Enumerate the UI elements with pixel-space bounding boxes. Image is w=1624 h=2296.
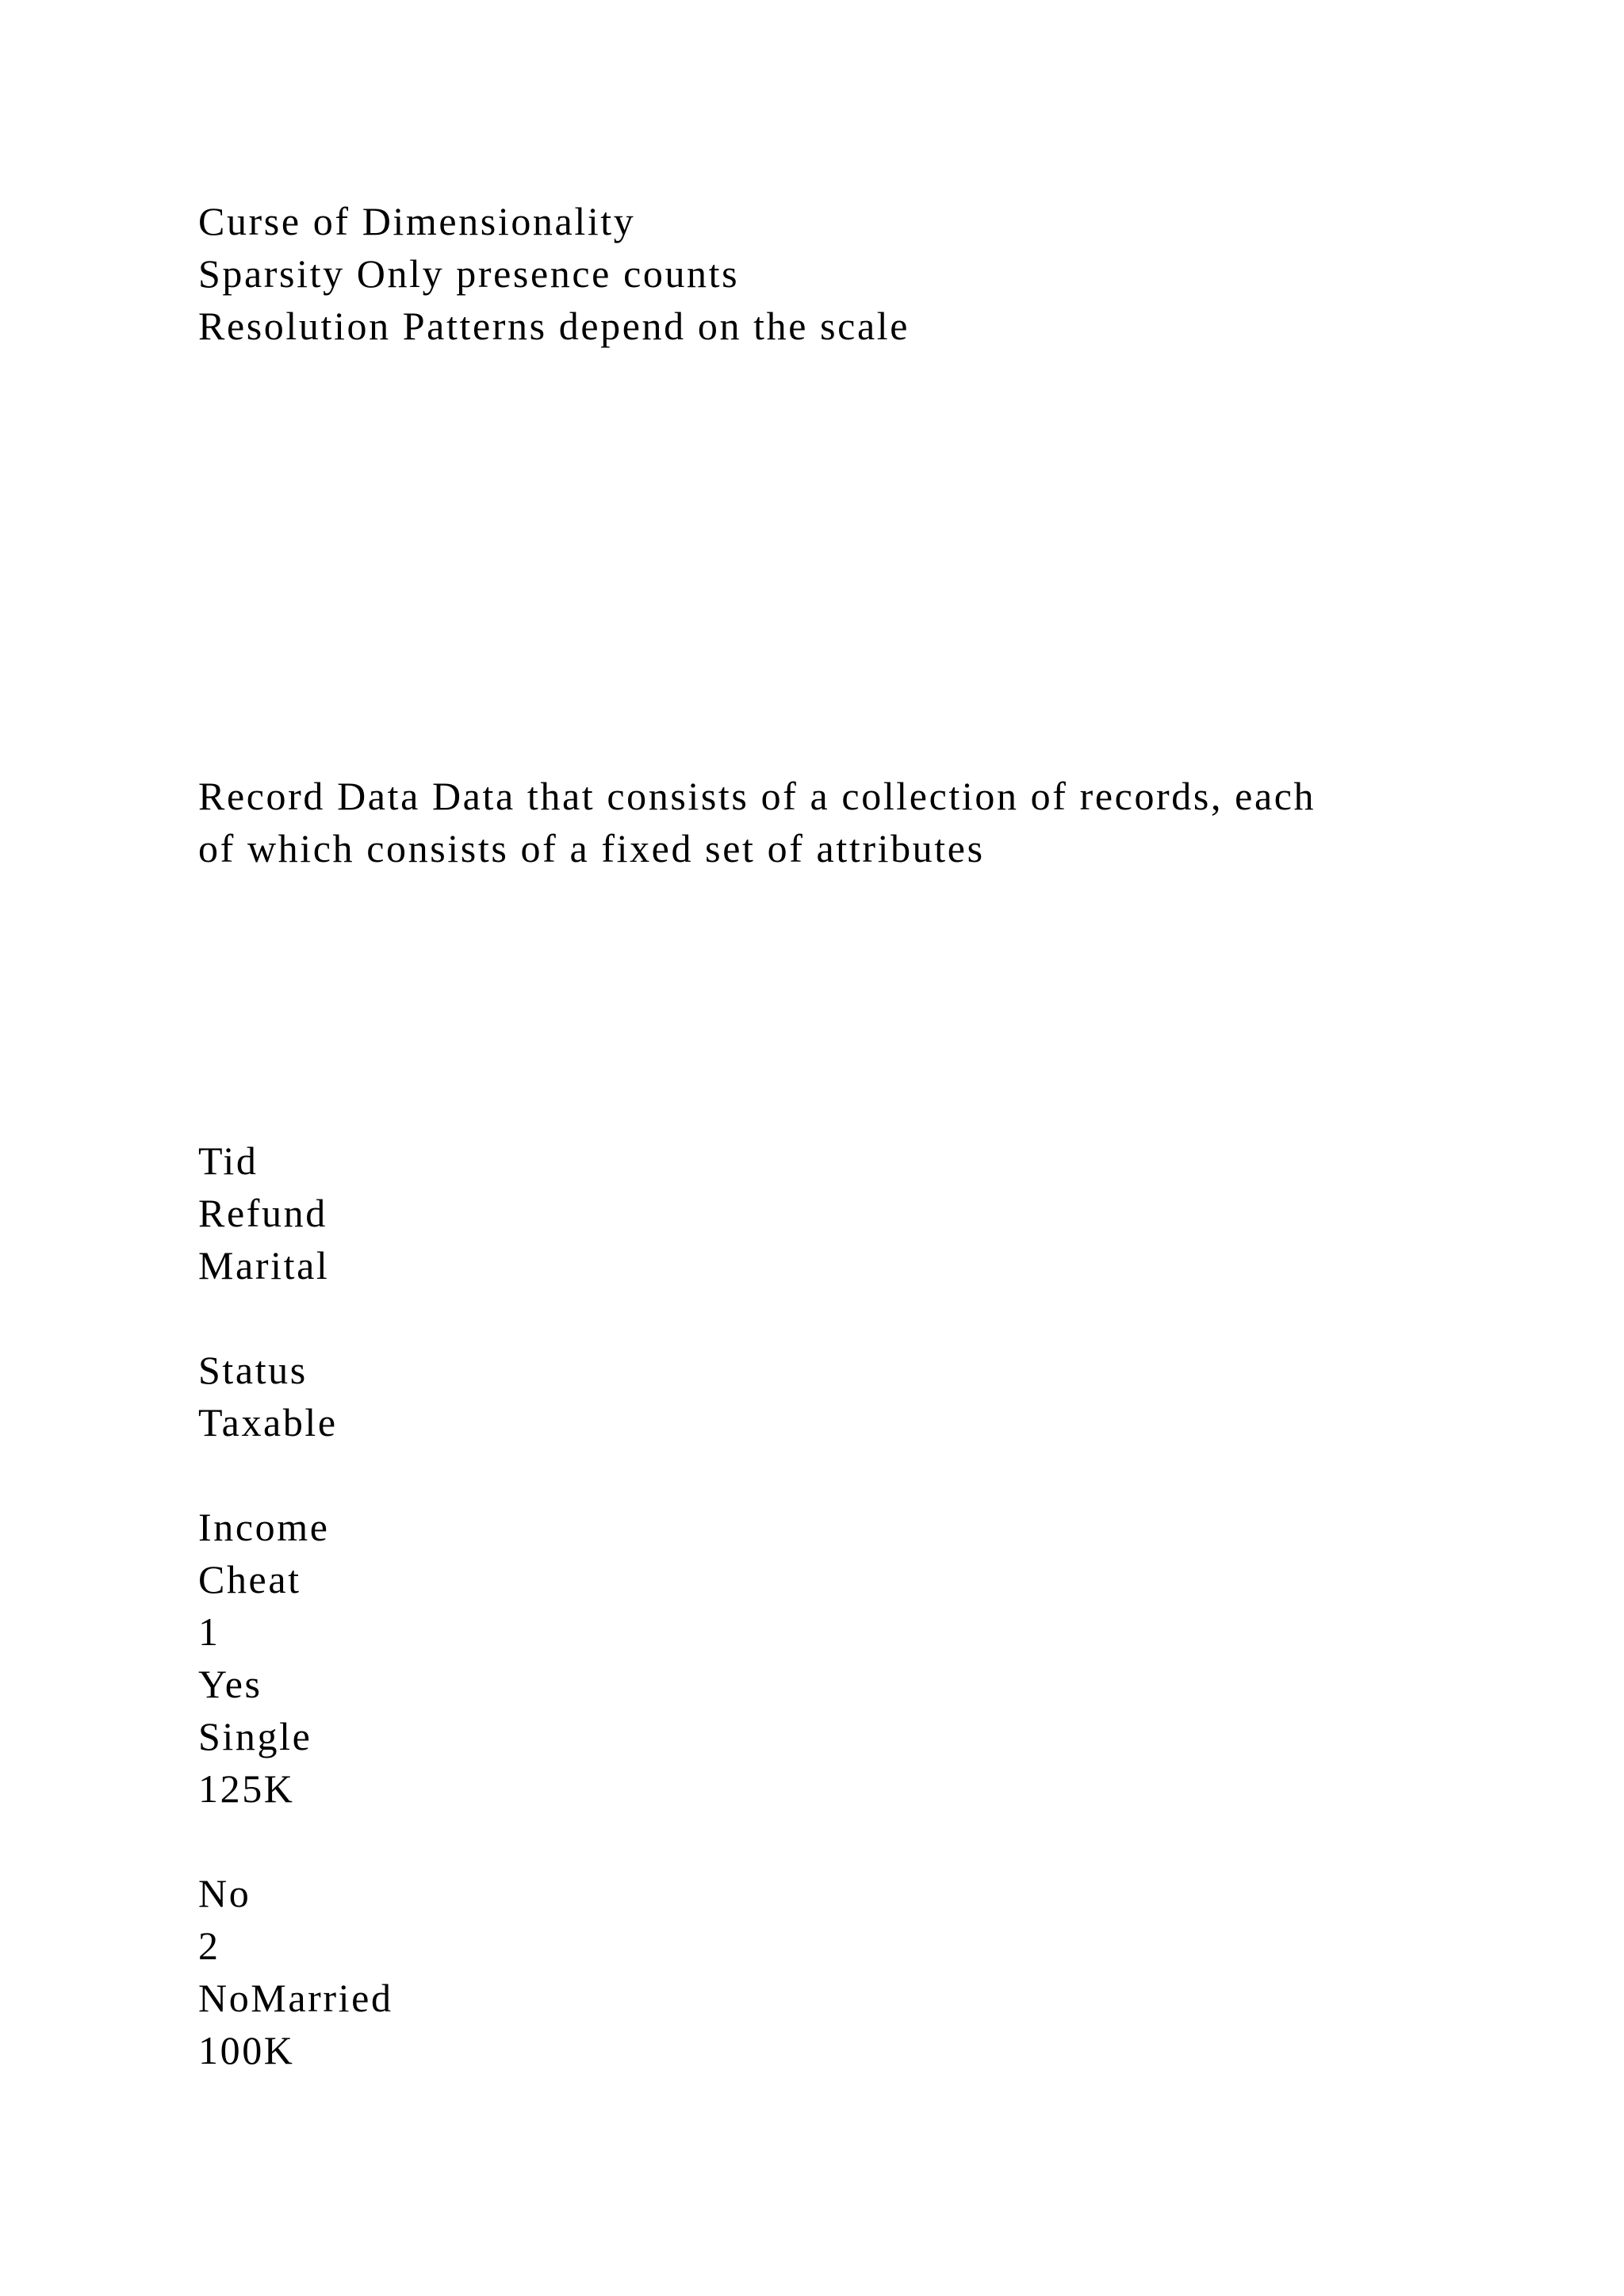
header-taxable: Taxable <box>198 1400 338 1445</box>
row1-marital: Single <box>198 1714 312 1758</box>
record-data-paragraph <box>198 770 1316 874</box>
blank-line <box>198 1292 393 1344</box>
text-line: Curse of Dimensionality <box>198 199 636 243</box>
text-line: of which consists of a fixed set of attributes <box>198 826 985 871</box>
dimensionality-notes <box>198 195 910 352</box>
header-marital: Marital <box>198 1243 330 1288</box>
text-line: Resolution Patterns depend on the scale <box>198 304 910 348</box>
row2-tid: 2 <box>198 1923 220 1968</box>
text-line: Sparsity Only presence counts <box>198 251 740 296</box>
blank-line <box>198 1448 393 1501</box>
row1-cheat: No <box>198 1871 251 1915</box>
row2-income: 100K <box>198 2028 295 2072</box>
header-tid: Tid <box>198 1138 259 1183</box>
header-status: Status <box>198 1348 308 1392</box>
record-table-text <box>198 1135 393 2076</box>
header-cheat: Cheat <box>198 1557 301 1601</box>
row2-refund-marital: NoMarried <box>198 1976 393 2020</box>
header-refund: Refund <box>198 1191 327 1235</box>
text-line: Record Data Data that consists of a collection of records, each <box>198 774 1316 818</box>
row1-income: 125K <box>198 1766 295 1811</box>
blank-line <box>198 1815 393 1867</box>
row1-tid: 1 <box>198 1609 220 1654</box>
header-income: Income <box>198 1505 330 1549</box>
row1-refund: Yes <box>198 1662 262 1706</box>
